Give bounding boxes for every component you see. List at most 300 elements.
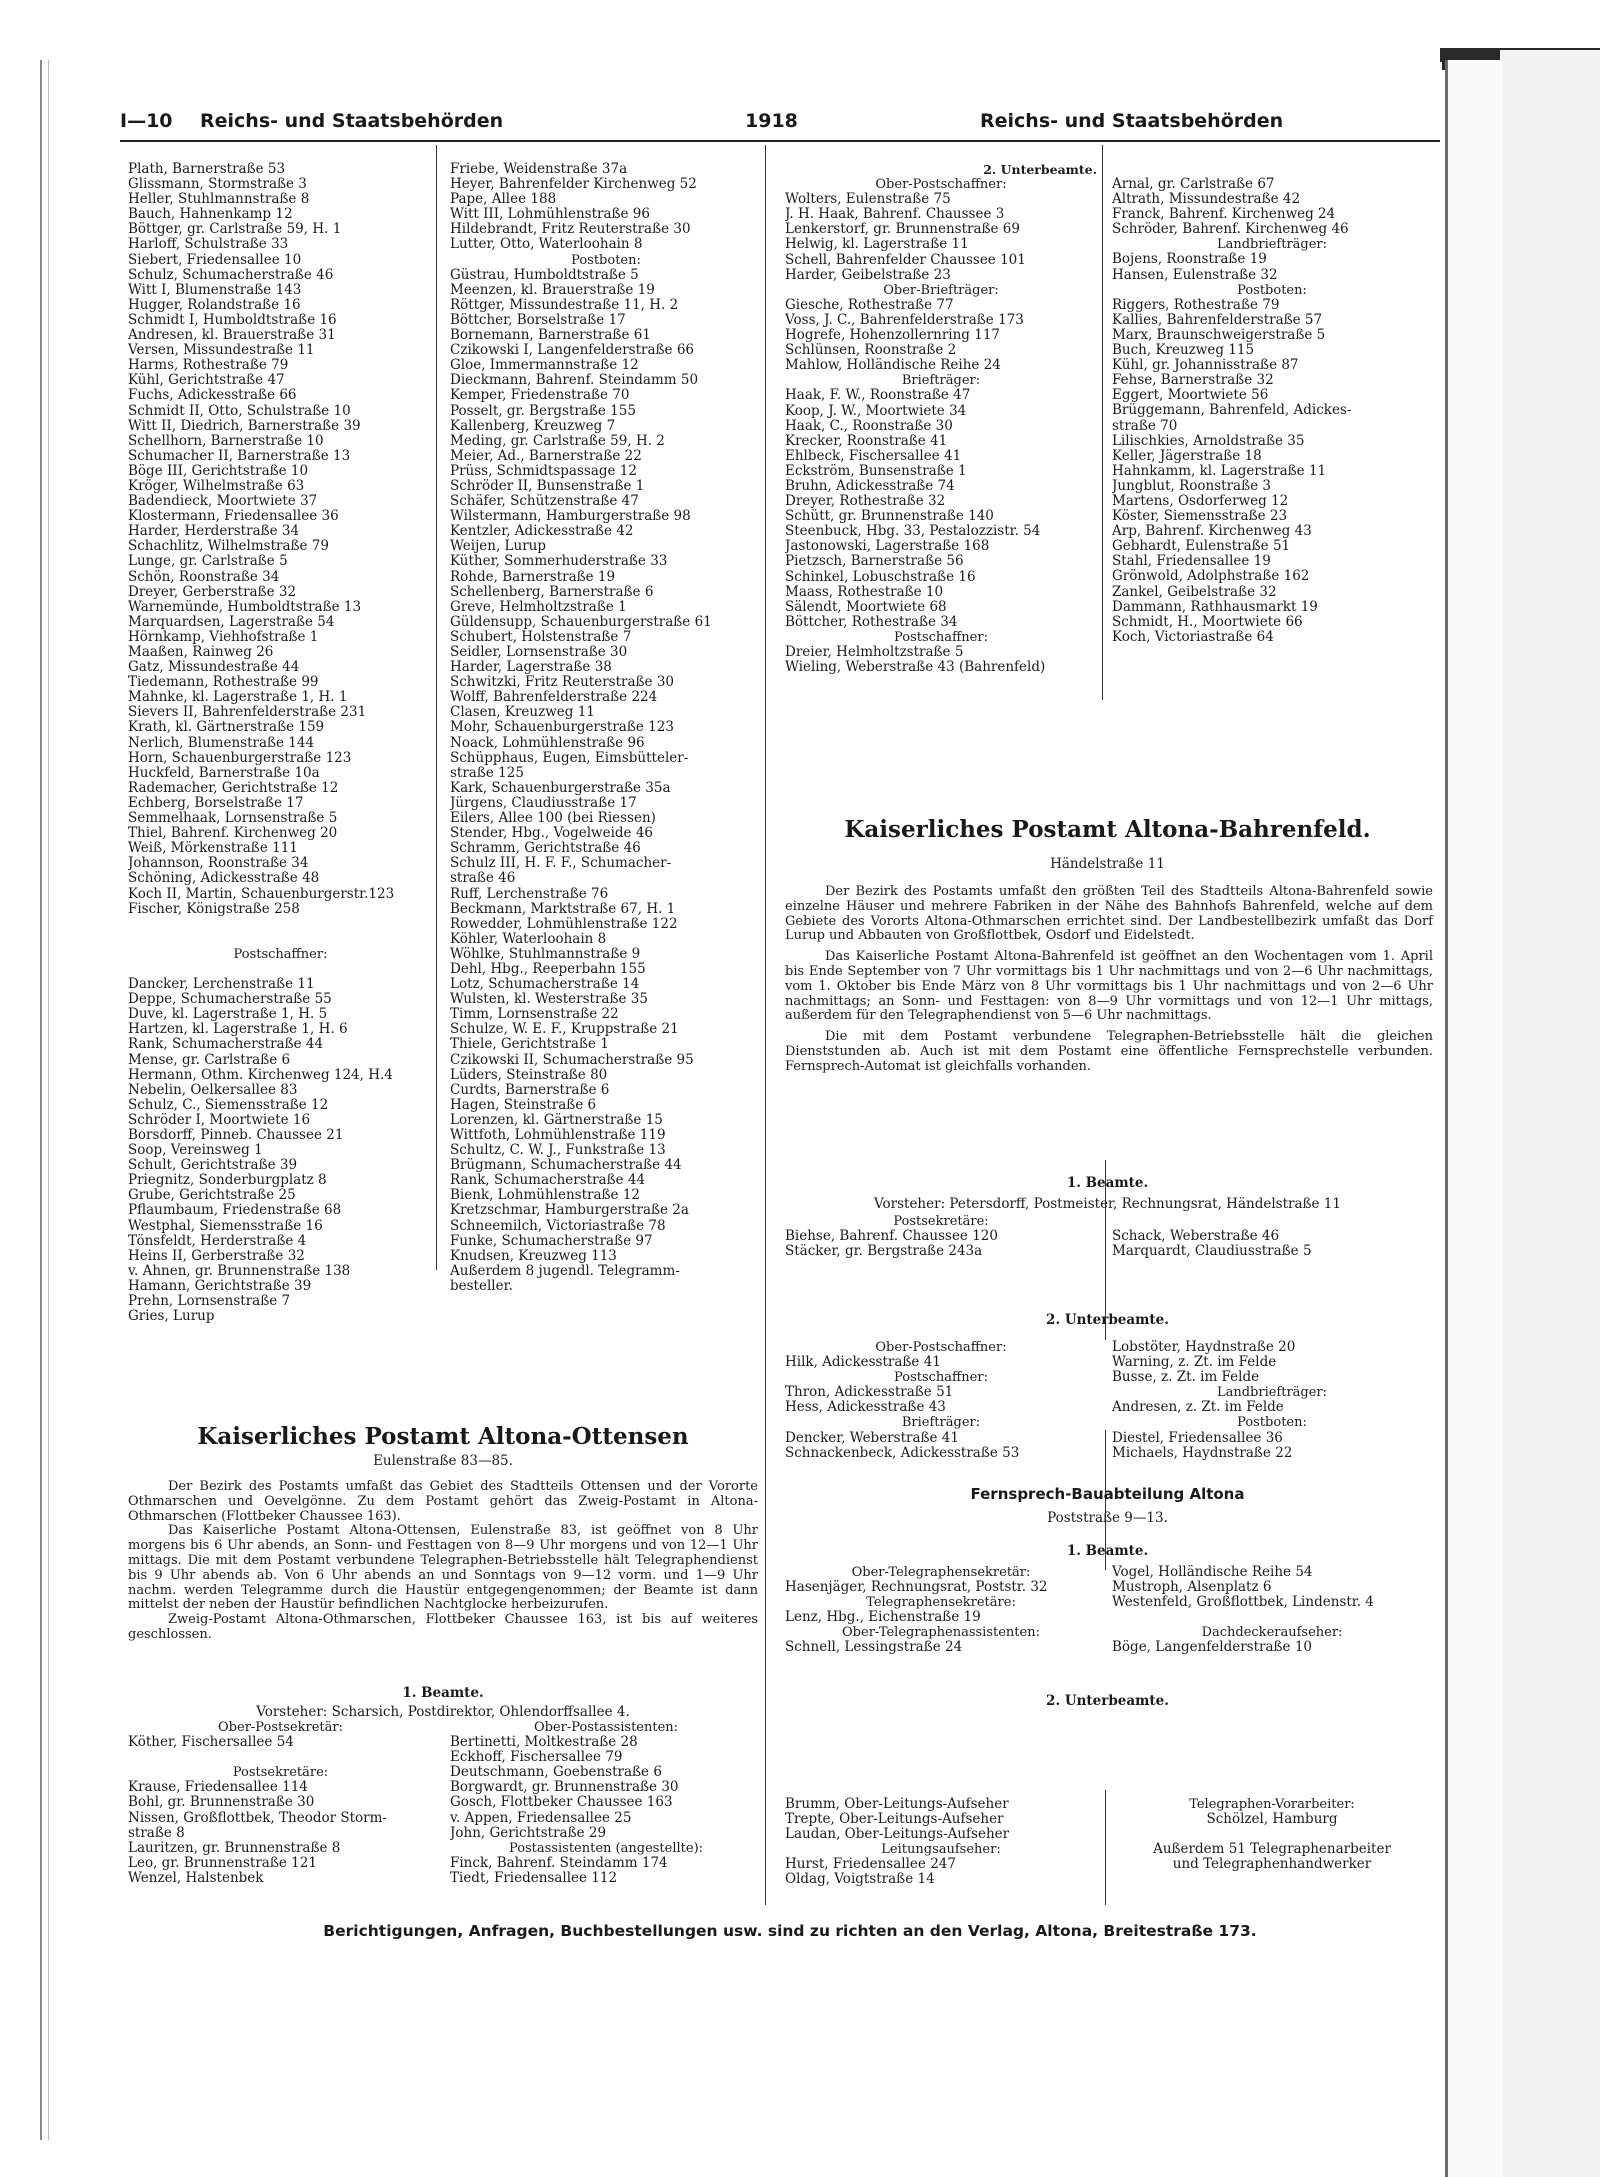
directory-entry: Küther, Sommerhuderstraße 33 xyxy=(450,553,668,570)
directory-entry: Lenz, Hbg., Eichenstraße 19 xyxy=(785,1609,981,1626)
directory-entry: Heyer, Bahrenfelder Kirchenweg 52 xyxy=(450,176,697,193)
directory-entry: Wolters, Eulenstraße 75 xyxy=(785,191,951,208)
directory-entry: Weijen, Lurup xyxy=(450,538,546,555)
directory-entry: Zankel, Geibelstraße 32 xyxy=(1112,583,1277,600)
directory-entry: J. H. Haak, Bahrenf. Chaussee 3 xyxy=(785,206,1005,223)
section-heading: Telegraphen-Vorarbeiter: xyxy=(1189,1797,1355,1812)
directory-entry: Funke, Schumacherstraße 97 xyxy=(450,1232,653,1249)
directory-entry: Dehl, Hbg., Reeperbahn 155 xyxy=(450,960,646,977)
header-year: 1918 xyxy=(745,110,798,132)
directory-entry: Badendieck, Moortwiete 37 xyxy=(128,493,318,510)
directory-entry: Pietzsch, Barnerstraße 56 xyxy=(785,553,964,570)
directory-entry: Böge III, Gerichtstraße 10 xyxy=(128,462,309,479)
section-heading: Briefträger: xyxy=(901,373,981,389)
directory-entry: Rank, Schumacherstraße 44 xyxy=(450,1172,646,1189)
directory-entry xyxy=(128,1750,433,1765)
directory-entry: Hurst, Friedensallee 247 xyxy=(785,1856,956,1873)
directory-entry: Andresen, kl. Brauerstraße 31 xyxy=(128,327,336,344)
directory-entry: Deppe, Schumacherstraße 55 xyxy=(128,991,332,1008)
directory-entry: Heins II, Gerberstraße 32 xyxy=(128,1247,305,1264)
directory-entry: Schmidt I, Humboldtstraße 16 xyxy=(128,311,337,328)
directory-entry: Marx, Braunschweigerstraße 5 xyxy=(1112,326,1326,343)
directory-entry: Helwig, kl. Lagerstraße 11 xyxy=(785,236,969,253)
directory-entry: Hartzen, kl. Lagerstraße 1, H. 6 xyxy=(128,1021,348,1038)
directory-entry: Eckhoff, Fischersallee 79 xyxy=(450,1749,623,1766)
directory-entry: Mustroph, Alsenplatz 6 xyxy=(1112,1579,1272,1596)
directory-entry: Trepte, Ober-Leitungs-Aufseher xyxy=(785,1811,1004,1828)
fernsprech-unterbeamte-right xyxy=(1112,1797,1432,1872)
directory-entry: Wilstermann, Hamburgerstraße 98 xyxy=(450,508,691,525)
section-heading: Ober-Postschaffner: xyxy=(875,177,1007,193)
fernsprech-unterbeamte-heading: 2. Unterbeamte. xyxy=(1046,1693,1169,1709)
directory-entry: Witt II, Diedrich, Barnerstraße 39 xyxy=(128,417,361,434)
directory-entry: straße 70 xyxy=(1112,417,1178,434)
directory-entry: Hilk, Adickesstraße 41 xyxy=(785,1354,941,1371)
fernsprech-unterbeamte-left xyxy=(785,1797,1097,1888)
postboten-heading: Postboten: xyxy=(571,252,641,268)
directory-entry: Schinkel, Lobuschstraße 16 xyxy=(785,568,976,585)
directory-entry: Bornemann, Barnerstraße 61 xyxy=(450,327,651,344)
directory-entry: Beckmann, Marktstraße 67, H. 1 xyxy=(450,900,676,917)
directory-entry: Warning, z. Zt. im Felde xyxy=(1112,1354,1277,1371)
directory-entry: Giesche, Rothestraße 77 xyxy=(785,296,954,313)
directory-entry: Schubert, Holstenstraße 7 xyxy=(450,628,632,645)
directory-entry: Grube, Gerichtstraße 25 xyxy=(128,1187,296,1204)
directory-entry: Meding, gr. Carlstraße 59, H. 2 xyxy=(450,432,665,449)
directory-entry xyxy=(1112,1827,1432,1842)
directory-entry: Krause, Friedensallee 114 xyxy=(128,1779,308,1796)
ottensen-title: Kaiserliches Postamt Altona-Ottensen xyxy=(197,1423,689,1450)
directory-entry: Versen, Missundestraße 11 xyxy=(128,342,315,359)
directory-entry: Bruhn, Adickesstraße 74 xyxy=(785,477,955,494)
directory-entry: Borgwardt, gr. Brunnenstraße 30 xyxy=(450,1779,679,1796)
directory-entry: Hasenjäger, Rechnungsrat, Poststr. 32 xyxy=(785,1579,1048,1596)
directory-entry: Biehse, Bahrenf. Chaussee 120 xyxy=(785,1228,998,1245)
section-heading: Dachdeckeraufseher: xyxy=(1201,1625,1343,1641)
header-rule xyxy=(120,140,1440,142)
bahrenfeld-text xyxy=(785,885,1433,1075)
directory-entry: Laudan, Ober-Leitungs-Aufseher xyxy=(785,1826,1010,1843)
directory-entry: und Telegraphenhandwerker xyxy=(1172,1856,1372,1873)
directory-entry: Tiedemann, Rothestraße 99 xyxy=(128,674,319,691)
directory-entry: v. Ahnen, gr. Brunnenstraße 138 xyxy=(128,1262,351,1279)
column-divider-1 xyxy=(436,145,437,1270)
directory-entry: Ehlbeck, Fischersallee 41 xyxy=(785,447,962,464)
directory-entry: Schlünsen, Roonstraße 2 xyxy=(785,342,957,359)
directory-entry: Maaßen, Rainweg 26 xyxy=(128,644,274,660)
directory-entry: v. Appen, Friedensallee 25 xyxy=(450,1809,632,1826)
directory-entry: Oldag, Voigtstraße 14 xyxy=(785,1871,935,1888)
directory-entry: Haak, C., Roonstraße 30 xyxy=(785,417,953,434)
directory-entry: Köster, Siemensstraße 23 xyxy=(1112,508,1288,525)
directory-entry: Mahnke, kl. Lagerstraße 1, H. 1 xyxy=(128,689,348,706)
directory-entry: Duve, kl. Lagerstraße 1, H. 5 xyxy=(128,1006,328,1023)
column-1 xyxy=(128,162,433,1324)
directory-entry: Echberg, Borselstraße 17 xyxy=(128,794,304,811)
directory-entry: Gries, Lurup xyxy=(128,1308,215,1325)
section-heading: Ober-Telegraphensekretär: xyxy=(851,1565,1031,1580)
directory-entry: Koch II, Martin, Schauenburgerstr.123 xyxy=(128,885,395,902)
directory-entry: Fehse, Barnerstraße 32 xyxy=(1112,372,1274,389)
directory-entry: Kühl, Gerichtstraße 47 xyxy=(128,372,285,389)
directory-entry: Böttcher, Rothestraße 34 xyxy=(785,613,958,630)
fernsprech-title: Fernsprech-Bauabteilung Altona xyxy=(970,1485,1245,1503)
section-heading: Ober-Postassistenten: xyxy=(533,1720,679,1735)
directory-entry: Dreyer, Gerberstraße 32 xyxy=(128,583,297,600)
directory-entry: Rank, Schumacherstraße 44 xyxy=(128,1036,324,1053)
bahrenfeld-address: Händelstraße 11 xyxy=(1050,856,1165,872)
directory-entry: Plath, Barnerstraße 53 xyxy=(128,162,286,177)
bahrenfeld-unterbeamte-right xyxy=(1112,1340,1432,1461)
directory-entry: Wolff, Bahrenfelderstraße 224 xyxy=(450,689,658,706)
directory-entry: Rohde, Barnerstraße 19 xyxy=(450,568,616,585)
directory-entry: Westenfeld, Großflottbek, Lindenstr. 4 xyxy=(1112,1594,1374,1611)
ottensen-beamte-heading: 1. Beamte. xyxy=(402,1685,484,1701)
directory-entry: Bienk, Lohmühlenstraße 12 xyxy=(450,1187,640,1204)
directory-entry: Leo, gr. Brunnenstraße 121 xyxy=(128,1854,317,1871)
section-heading: Leitungsaufseher: xyxy=(881,1842,1001,1858)
directory-entry: Dencker, Weberstraße 41 xyxy=(785,1429,959,1446)
directory-entry: Prüss, Schmidtspassage 12 xyxy=(450,462,637,479)
ottensen-address: Eulenstraße 83—85. xyxy=(373,1453,513,1469)
directory-entry: Schnell, Lessingstraße 24 xyxy=(785,1639,963,1656)
header-right-title: Reichs- und Staatsbehörden xyxy=(980,110,1284,132)
section-heading: Ober-Briefträger: xyxy=(883,282,999,298)
directory-entry: Posselt, gr. Bergstraße 155 xyxy=(450,402,636,419)
directory-entry: Mahlow, Holländische Reihe 24 xyxy=(785,357,1001,374)
directory-entry: Gosch, Flottbeker Chaussee 163 xyxy=(450,1794,673,1811)
directory-entry: Wieling, Weberstraße 43 (Bahrenfeld) xyxy=(785,659,1046,676)
directory-entry: Schumacher II, Barnerstraße 13 xyxy=(128,447,351,464)
directory-entry: Bertinetti, Moltkestraße 28 xyxy=(450,1734,638,1751)
directory-entry: Güstrau, Humboldtstraße 5 xyxy=(450,266,639,283)
directory-entry: Schröder I, Moortwiete 16 xyxy=(128,1111,311,1128)
directory-entry: Schultz, C. W. J., Funkstraße 13 xyxy=(450,1142,666,1159)
directory-entry: Rowedder, Lohmühlenstraße 122 xyxy=(450,915,678,932)
directory-entry: Meier, Ad., Barnerstraße 22 xyxy=(450,447,642,464)
directory-entry: Lilischkies, Arnoldstraße 35 xyxy=(1112,432,1305,449)
directory-entry: Röttger, Missundestraße 11, H. 2 xyxy=(450,296,679,313)
directory-entry: Huckfeld, Barnerstraße 10a xyxy=(128,764,320,781)
directory-entry: Michaels, Haydnstraße 22 xyxy=(1112,1444,1293,1461)
directory-entry: Hess, Adickesstraße 43 xyxy=(785,1399,946,1416)
directory-entry: Greve, Helmholtzstraße 1 xyxy=(450,598,627,615)
directory-entry: Nissen, Großflottbek, Theodor Storm- xyxy=(128,1809,387,1826)
directory-entry: Krecker, Roonstraße 41 xyxy=(785,432,948,449)
directory-entry: Köhler, Waterloohain 8 xyxy=(450,930,607,947)
bahrenfeld-vorsteher: Vorsteher: Petersdorff, Postmeister, Rechnungsrat, Händelstraße 11 xyxy=(874,1196,1341,1212)
directory-entry: Diestel, Friedensallee 36 xyxy=(1112,1429,1283,1446)
directory-entry: Dreier, Helmholtzstraße 5 xyxy=(785,644,964,660)
directory-entry: Warnemünde, Humboldtstraße 13 xyxy=(128,598,362,615)
directory-entry: straße 125 xyxy=(450,764,524,781)
directory-entry: Busse, z. Zt. im Felde xyxy=(1112,1369,1260,1386)
directory-entry: Vogel, Holländische Reihe 54 xyxy=(1112,1565,1313,1580)
column-divider-2 xyxy=(765,145,766,1905)
directory-entry: Johannson, Roonstraße 34 xyxy=(128,855,309,872)
directory-entry: straße 8 xyxy=(128,1824,185,1841)
directory-entry: Weiß, Mörkenstraße 111 xyxy=(128,840,298,857)
directory-entry: John, Gerichtstraße 29 xyxy=(450,1824,607,1841)
column-4 xyxy=(1112,177,1432,645)
directory-entry: Semmelhaak, Lornsenstraße 5 xyxy=(128,810,338,827)
directory-entry: Jastonowski, Lagerstraße 168 xyxy=(785,538,990,555)
directory-entry: Thiele, Gerichtstraße 1 xyxy=(450,1036,609,1053)
directory-entry: Priegnitz, Sonderburgplatz 8 xyxy=(128,1172,327,1189)
directory-entry: Schack, Weberstraße 46 xyxy=(1112,1228,1280,1245)
directory-entry: Schramm, Gerichtstraße 46 xyxy=(450,840,641,857)
section-heading: Landbriefträger: xyxy=(1216,1385,1328,1401)
column-2 xyxy=(450,162,762,1294)
directory-entry: Maass, Rothestraße 10 xyxy=(785,583,944,600)
directory-entry: Keller, Jägerstraße 18 xyxy=(1112,447,1262,464)
directory-entry: Eilers, Allee 100 (bei Riessen) xyxy=(450,810,656,827)
bahrenfeld-beamte-right xyxy=(1112,1214,1432,1259)
directory-entry: Rademacher, Gerichtstraße 12 xyxy=(128,779,339,796)
directory-entry: Harms, Rothestraße 79 xyxy=(128,357,289,374)
directory-entry: Noack, Lohmühlenstraße 96 xyxy=(450,734,645,751)
footer-notice: Berichtigungen, Anfragen, Buchbestellungen usw. sind zu richten an den Verlag, Altona, Breitestraße 173. xyxy=(323,1922,1257,1940)
bahrenfeld-para-2: Das Kaiserliche Postamt Altona-Bahrenfeld ist geöffnet an den Wochentagen vom 1. April bis Ende September von 7 Uhr vormittags bis 1 Uhr nachmittags und von 2—6 Uhr nachmittags, vom 1. Oktober bis Ende März von 8 Uhr vormittags bis 1 Uhr nachmittags und von 2—6 Uhr nachmittags; an Sonn- und Festtagen: von 8—9 Uhr vormittags und von 12—1 Uhr mittags, außerdem für den Telegraphendienst von 5—6 Uhr nachmittags. xyxy=(785,949,1433,1024)
directory-entry: Marquardt, Claudiusstraße 5 xyxy=(1112,1243,1312,1260)
unterbeamte-heading: 2. Unterbeamte. xyxy=(983,162,1097,177)
bahrenfeld-para-3: Die mit dem Postamt verbundene Telegraphen-Betriebsstelle hält die gleichen Dienststunden ab. Auch ist mit dem Postamt eine öffentliche Fernsprechstelle verbunden. Fernsprech-Automat ist gleichfalls vorhanden. xyxy=(785,1029,1433,1074)
directory-entry: Friebe, Weidenstraße 37a xyxy=(450,162,628,177)
directory-entry: Stender, Hbg., Vogelweide 46 xyxy=(450,825,654,842)
directory-entry: Knudsen, Kreuzweg 113 xyxy=(450,1247,617,1264)
directory-entry: Kretzschmar, Hamburgerstraße 2a xyxy=(450,1202,689,1219)
directory-entry: Eckström, Bunsenstraße 1 xyxy=(785,462,967,479)
ottensen-vorsteher: Vorsteher: Scharsich, Postdirektor, Ohlendorffsallee 4. xyxy=(256,1704,630,1720)
section-heading: Landbriefträger: xyxy=(1216,237,1328,253)
directory-entry: Arnal, gr. Carlstraße 67 xyxy=(1112,177,1275,192)
fernsprech-address: Poststraße 9—13. xyxy=(1047,1510,1168,1526)
directory-entry: Brüggemann, Bahrenfeld, Adickes- xyxy=(1112,402,1352,419)
column-divider-6 xyxy=(1105,1790,1106,1905)
section-heading: Ober-Telegraphenassistenten: xyxy=(842,1625,1040,1641)
section-heading: Telegraphensekretäre: xyxy=(866,1595,1016,1611)
directory-entry: Nebelin, Oelkersallee 83 xyxy=(128,1081,298,1098)
directory-entry: besteller. xyxy=(450,1277,513,1294)
directory-entry: Riggers, Rothestraße 79 xyxy=(1112,296,1280,313)
directory-entry: Schulz, Schumacherstraße 46 xyxy=(128,266,334,283)
directory-entry: Kark, Schauenburgerstraße 35a xyxy=(450,779,671,796)
directory-entry: Jürgens, Claudiusstraße 17 xyxy=(450,794,637,811)
directory-entry: Martens, Osdorferweg 12 xyxy=(1112,492,1289,509)
directory-entry xyxy=(1112,1610,1432,1625)
directory-entry: Dreyer, Rothestraße 32 xyxy=(785,493,946,510)
directory-entry: Schölzel, Hamburg xyxy=(1206,1811,1338,1828)
directory-entry: Schachlitz, Wilhelmstraße 79 xyxy=(128,538,329,555)
directory-entry: Böge, Langenfelderstraße 10 xyxy=(1112,1639,1313,1656)
directory-entry: Schneemilch, Victoriastraße 78 xyxy=(450,1217,666,1234)
directory-entry: Hagen, Steinstraße 6 xyxy=(450,1096,597,1113)
directory-entry: Westphal, Siemensstraße 16 xyxy=(128,1217,323,1234)
directory-entry: Prehn, Lornsenstraße 7 xyxy=(128,1293,291,1310)
bahrenfeld-para-1: Der Bezirk des Postamts umfaßt den größten Teil des Stadtteils Altona-Bahrenfeld sowie einzelne Häuser und mehrere Fabriken in der Nähe des Bahnhofs Bahrenfeld, welche auf dem Gebiete des Vororts Altona-Othmarschen errichtet sind. Der Landbestellbezirk umfaßt das Dorf Lurup und Abbauten von Großflottbek, Osdorf und Eidelstedt. xyxy=(785,884,1433,944)
section-heading: Postboten: xyxy=(1237,1415,1307,1431)
section-heading: Ober-Postschaffner: xyxy=(875,1340,1007,1355)
directory-entry: Borsdorff, Pinneb. Chaussee 21 xyxy=(128,1127,344,1143)
bahrenfeld-title: Kaiserliches Postamt Altona-Bahrenfeld. xyxy=(844,816,1371,843)
directory-entry: Timm, Lornsenstraße 22 xyxy=(450,1006,619,1023)
ottensen-beamte-right xyxy=(450,1720,762,1886)
scan-edge-inner xyxy=(1445,60,1503,2177)
directory-entry: Gloe, Immermannstraße 12 xyxy=(450,357,639,374)
directory-entry: Güldensupp, Schauenburgerstraße 61 xyxy=(450,613,712,630)
directory-entry: Meenzen, kl. Brauerstraße 19 xyxy=(450,281,655,298)
ottensen-para-1: Der Bezirk des Postamts umfaßt das Gebiet des Stadtteils Ottensen und der Vororte Othmarschen und Oevelgönne. Zu dem Postamt gehört das Zweig-Postamt in Altona-Othmarschen (Flottbeker Chaussee 163). xyxy=(128,1479,758,1524)
directory-entry: Voss, J. C., Bahrenfelderstraße 173 xyxy=(785,311,1024,328)
directory-entry: Brügmann, Schumacherstraße 44 xyxy=(450,1157,682,1174)
directory-entry: Witt I, Blumenstraße 143 xyxy=(128,281,302,298)
ottensen-para-2: Das Kaiserliche Postamt Altona-Ottensen, Eulenstraße 83, ist geöffnet von 8 Uhr morgens bis 6 Uhr abends, an Sonn- und Festtagen von 8—9 Uhr morgens und von 12—1 Uhr mittags. Die mit dem Postamt verbundene Telegraphen-Betriebsstelle hält Telegraphendienst bis 9 Uhr abends ab. Von 6 Uhr abends an und Sonntags von 9—12 vorm. und 1—9 Uhr nachm. werden Telegramme durch die Haustür entgegengenommen; der Beamte ist dann mittelst der neben der Haustür befindlichen Nachtglocke herbeizurufen. xyxy=(128,1523,758,1613)
section-heading: Postschaffner: xyxy=(894,629,988,645)
directory-entry: Schüpphaus, Eugen, Eimsbütteler- xyxy=(450,749,689,766)
directory-entry: Thron, Adickesstraße 51 xyxy=(785,1384,954,1401)
directory-entry: Haak, F. W., Roonstraße 47 xyxy=(785,387,971,404)
section-heading: Postsekretäre: xyxy=(893,1214,989,1229)
section-heading: Postschaffner: xyxy=(894,1370,988,1386)
directory-entry: Hermann, Othm. Kirchenweg 124, H.4 xyxy=(128,1066,393,1083)
scan-edge xyxy=(1500,50,1600,2177)
directory-entry: Harder, Geibelstraße 23 xyxy=(785,266,951,283)
directory-entry: Schulze, W. E. F., Kruppstraße 21 xyxy=(450,1021,679,1038)
directory-entry: Koch, Victoriastraße 64 xyxy=(1112,628,1274,645)
directory-entry: Kühl, gr. Johannisstraße 87 xyxy=(1112,357,1299,374)
ottensen-beamte-left xyxy=(128,1720,433,1886)
directory-entry: Jungblut, Roonstraße 3 xyxy=(1112,477,1271,494)
directory-entry: Wittfoth, Lohmühlenstraße 119 xyxy=(450,1127,666,1143)
directory-entry: Ruff, Lerchenstraße 76 xyxy=(450,885,609,902)
bahrenfeld-beamte-left xyxy=(785,1214,1097,1259)
directory-entry: Mense, gr. Carlstraße 6 xyxy=(128,1051,291,1068)
directory-entry: Schulz III, H. F. F., Schumacher- xyxy=(450,855,672,872)
page-stack-edge xyxy=(40,60,62,2140)
directory-entry: Pape, Allee 188 xyxy=(450,191,557,208)
directory-entry: Thiel, Bahrenf. Kirchenweg 20 xyxy=(128,825,338,842)
directory-entry: Böttger, gr. Carlstraße 59, H. 1 xyxy=(128,221,342,238)
directory-entry: Harloff, Schulstraße 33 xyxy=(128,236,289,253)
section-heading: Postsekretäre: xyxy=(232,1765,329,1781)
section-heading: Briefträger: xyxy=(901,1415,981,1431)
directory-entry: Harder, Herderstraße 34 xyxy=(128,523,300,540)
directory-entry: Klostermann, Friedensallee 36 xyxy=(128,508,339,525)
directory-entry: Tönsfeldt, Herderstraße 4 xyxy=(128,1232,307,1249)
directory-entry: Hildebrandt, Fritz Reuterstraße 30 xyxy=(450,221,691,238)
directory-entry: Wulsten, kl. Westerstraße 35 xyxy=(450,991,648,1008)
bahrenfeld-unterbeamte-left xyxy=(785,1340,1097,1461)
directory-entry: Schäfer, Schützenstraße 47 xyxy=(450,493,639,510)
directory-entry: Bohl, gr. Brunnenstraße 30 xyxy=(128,1794,315,1811)
directory-entry: Bauch, Hahnenkamp 12 xyxy=(128,206,293,223)
section-heading: Postboten: xyxy=(1237,282,1307,298)
directory-entry: Finck, Bahrenf. Steindamm 174 xyxy=(450,1854,668,1871)
directory-entry: Schröder, Bahrenf. Kirchenweg 46 xyxy=(1112,221,1349,238)
directory-entry: Köther, Fischersallee 54 xyxy=(128,1734,294,1751)
directory-entry: Kentzler, Adickesstraße 42 xyxy=(450,523,634,540)
directory-entry: Seidler, Lornsenstraße 30 xyxy=(450,644,628,660)
directory-entry: Lauritzen, gr. Brunnenstraße 8 xyxy=(128,1839,341,1856)
directory-entry: Clasen, Kreuzweg 11 xyxy=(450,704,595,721)
directory-entry: Lunge, gr. Carlstraße 5 xyxy=(128,553,288,570)
directory-entry: Schult, Gerichtstraße 39 xyxy=(128,1157,298,1174)
directory-entry: Dammann, Rathhausmarkt 19 xyxy=(1112,598,1318,615)
column-divider-3 xyxy=(1102,145,1103,700)
directory-entry: Arp, Bahrenf. Kirchenweg 43 xyxy=(1112,523,1312,540)
postschaffner-heading: Postschaffner: xyxy=(233,946,328,962)
directory-entry: Lobstöter, Haydnstraße 20 xyxy=(1112,1340,1296,1355)
directory-entry: Eggert, Moortwiete 56 xyxy=(1112,387,1269,404)
directory-entry: Kröger, Wilhelmstraße 63 xyxy=(128,477,305,494)
directory-entry: Schwitzki, Fritz Reuterstraße 30 xyxy=(450,674,675,691)
directory-entry: Krath, kl. Gärtnerstraße 159 xyxy=(128,719,325,736)
fernsprech-beamte-left xyxy=(785,1565,1097,1656)
directory-entry: Glissmann, Stormstraße 3 xyxy=(128,176,307,193)
directory-entry: Altrath, Missundestraße 42 xyxy=(1112,191,1301,208)
bahrenfeld-beamte-heading: 1. Beamte. xyxy=(1066,1175,1149,1191)
page-number: I—10 xyxy=(120,110,173,132)
section-heading: Ober-Postsekretär: xyxy=(218,1720,343,1735)
directory-entry: Franck, Bahrenf. Kirchenweg 24 xyxy=(1112,206,1336,223)
directory-entry: Steenbuck, Hbg. 33, Pestalozzistr. 54 xyxy=(785,523,1041,540)
directory-entry: Schmidt, H., Moortwiete 66 xyxy=(1112,613,1303,630)
directory-entry: Heller, Stuhlmannstraße 8 xyxy=(128,191,310,208)
directory-entry: Curdts, Barnerstraße 6 xyxy=(450,1081,610,1098)
directory-entry: Schellhorn, Barnerstraße 10 xyxy=(128,432,324,449)
directory-entry: Außerdem 51 Telegraphenarbeiter xyxy=(1153,1841,1391,1858)
directory-entry: Böttcher, Borselstraße 17 xyxy=(450,311,626,328)
directory-entry: Fischer, Königstraße 258 xyxy=(128,900,300,917)
ottensen-text xyxy=(128,1480,758,1643)
directory-entry: Pflaumbaum, Friedenstraße 68 xyxy=(128,1202,342,1219)
directory-entry: Koop, J. W., Moortwiete 34 xyxy=(785,402,967,419)
directory-entry: Lüders, Steinstraße 80 xyxy=(450,1066,608,1083)
section-heading: Postassistenten (angestellte): xyxy=(508,1840,704,1856)
directory-entry: Schütt, gr. Brunnenstraße 140 xyxy=(785,508,994,525)
directory-entry: Gebhardt, Eulenstraße 51 xyxy=(1112,538,1291,555)
directory-entry: Wenzel, Halstenbek xyxy=(128,1869,264,1886)
directory-entry: Grönwold, Adolphstraße 162 xyxy=(1112,568,1310,585)
directory-entry: Andresen, z. Zt. im Felde xyxy=(1112,1399,1284,1416)
directory-entry: Kallies, Bahrenfelderstraße 57 xyxy=(1112,311,1323,328)
directory-entry: Bojens, Roonstraße 19 xyxy=(1112,251,1267,268)
directory-entry: Stahl, Friedensallee 19 xyxy=(1112,553,1271,570)
directory-entry: Mohr, Schauenburgerstraße 123 xyxy=(450,719,674,736)
directory-entry: Deutschmann, Goebenstraße 6 xyxy=(450,1764,662,1781)
directory-entry: Buch, Kreuzweg 115 xyxy=(1112,342,1255,359)
directory-entry: Schröder II, Bunsenstraße 1 xyxy=(450,477,645,494)
directory-entry: Siebert, Friedensallee 10 xyxy=(128,251,302,268)
bahrenfeld-unterbeamte-heading: 2. Unterbeamte. xyxy=(1046,1312,1169,1328)
directory-entry: Hahnkamm, kl. Lagerstraße 11 xyxy=(1112,462,1327,479)
column-3 xyxy=(785,162,1097,675)
directory-entry: Kemper, Friedenstraße 70 xyxy=(450,387,630,404)
directory-entry: Schön, Roonstraße 34 xyxy=(128,568,280,585)
directory-entry: Lutter, Otto, Waterloohain 8 xyxy=(450,236,643,253)
directory-entry: Sievers II, Bahrenfelderstraße 231 xyxy=(128,704,367,721)
directory-entry: Czikowski II, Schumacherstraße 95 xyxy=(450,1051,694,1068)
directory-entry: Wöhlke, Stuhlmannstraße 9 xyxy=(450,945,641,962)
directory-entry: Harder, Lagerstraße 38 xyxy=(450,659,612,676)
directory-page xyxy=(120,100,1440,1950)
directory-entry: Schnackenbeck, Adickesstraße 53 xyxy=(785,1444,1020,1461)
directory-entry: Czikowski I, Langenfelderstraße 66 xyxy=(450,342,695,359)
directory-entry: Schellenberg, Barnerstraße 6 xyxy=(450,583,654,600)
directory-entry: Hamann, Gerichtstraße 39 xyxy=(128,1277,312,1294)
ottensen-para-3: Zweig-Postamt Altona-Othmarschen, Flottbeker Chaussee 163, ist bis auf weiteres geschlossen. xyxy=(128,1612,758,1642)
directory-entry: Horn, Schauenburgerstraße 123 xyxy=(128,749,352,766)
